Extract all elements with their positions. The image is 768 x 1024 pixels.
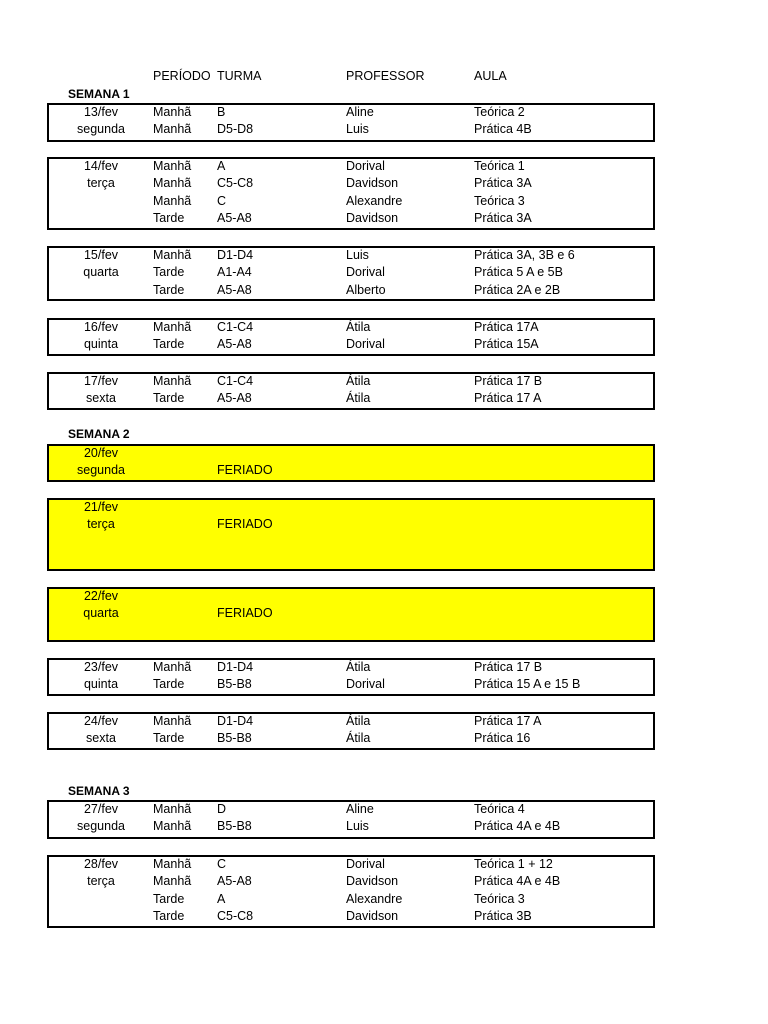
header-aula: AULA xyxy=(474,69,507,83)
weekday-label: quarta xyxy=(83,606,119,621)
day-block xyxy=(47,372,655,410)
schedule-row xyxy=(49,818,653,835)
turma-cell: B5-B8 xyxy=(217,819,252,834)
turma-cell: D xyxy=(217,802,227,816)
schedule-row xyxy=(49,499,653,516)
schedule-row xyxy=(49,605,653,622)
day-block xyxy=(47,658,655,696)
periodo-cell: Manhã xyxy=(153,248,192,262)
professor-cell: Luis xyxy=(346,819,369,834)
professor-cell: Dorival xyxy=(346,677,385,692)
aula-cell: Prática 17 A xyxy=(474,391,542,406)
periodo-cell: Tarde xyxy=(153,391,185,406)
schedule-row xyxy=(49,390,653,407)
date-label: 24/fev xyxy=(83,714,119,728)
turma-cell: A xyxy=(217,159,226,173)
aula-cell: Prática 3A, 3B e 6 xyxy=(474,248,575,262)
turma-cell: C5-C8 xyxy=(217,176,254,191)
aula-cell: Prática 4A e 4B xyxy=(474,819,561,834)
periodo-cell: Manhã xyxy=(153,122,192,137)
date-label: 15/fev xyxy=(83,248,119,262)
weekday-label: segunda xyxy=(77,463,125,478)
turma-cell: D1-D4 xyxy=(217,248,254,262)
holiday-label: FERIADO xyxy=(217,517,273,532)
professor-cell: Átila xyxy=(346,374,371,388)
schedule-row xyxy=(49,856,653,873)
aula-cell: Prática 4A e 4B xyxy=(474,874,561,889)
schedule-row xyxy=(49,158,653,175)
schedule-row xyxy=(49,193,653,210)
professor-cell: Átila xyxy=(346,714,371,728)
schedule-row xyxy=(49,121,653,138)
schedule-row xyxy=(49,264,653,281)
weekday-label: terça xyxy=(87,874,115,889)
holiday-block xyxy=(47,498,655,571)
weekday-label: terça xyxy=(87,176,115,191)
schedule-row xyxy=(49,373,653,390)
aula-cell: Teórica 2 xyxy=(474,105,525,119)
periodo-cell: Manhã xyxy=(153,105,192,119)
turma-cell: A5-A8 xyxy=(217,391,252,406)
date-label: 20/fev xyxy=(83,446,119,460)
schedule-row xyxy=(49,175,653,192)
week-label-1: SEMANA 1 xyxy=(68,87,130,101)
aula-cell: Prática 17 B xyxy=(474,374,543,388)
aula-cell: Prática 4B xyxy=(474,122,532,137)
aula-cell: Prática 17 A xyxy=(474,714,542,728)
periodo-cell: Manhã xyxy=(153,874,192,889)
turma-cell: B5-B8 xyxy=(217,677,252,692)
date-label: 28/fev xyxy=(83,857,119,871)
weekday-label: quinta xyxy=(83,677,119,692)
day-block xyxy=(47,855,655,928)
day-block xyxy=(47,800,655,839)
periodo-cell: Manhã xyxy=(153,159,192,173)
turma-cell: C xyxy=(217,857,227,871)
turma-cell: A5-A8 xyxy=(217,282,252,297)
turma-cell: B xyxy=(217,105,226,119)
schedule-row xyxy=(49,659,653,676)
date-label: 27/fev xyxy=(83,802,119,816)
weekday-label: segunda xyxy=(77,122,125,137)
professor-cell: Átila xyxy=(346,731,371,746)
day-block xyxy=(47,103,655,142)
turma-cell: D5-D8 xyxy=(217,122,254,137)
header-periodo: PERÍODO xyxy=(153,69,211,83)
professor-cell: Dorival xyxy=(346,265,385,280)
date-label: 21/fev xyxy=(83,500,119,514)
professor-cell: Davidson xyxy=(346,874,399,889)
turma-cell: C1-C4 xyxy=(217,374,254,388)
aula-cell: Prática 17 B xyxy=(474,660,543,674)
professor-cell: Alberto xyxy=(346,282,386,297)
professor-cell: Davidson xyxy=(346,176,399,191)
schedule-row xyxy=(49,801,653,818)
aula-cell: Prática 15 A e 15 B xyxy=(474,677,581,692)
holiday-label: FERIADO xyxy=(217,463,273,478)
aula-cell: Prática 17A xyxy=(474,320,539,334)
periodo-cell: Tarde xyxy=(153,891,185,906)
periodo-cell: Manhã xyxy=(153,193,192,208)
schedule-row xyxy=(49,588,653,605)
schedule-row xyxy=(49,336,653,353)
periodo-cell: Tarde xyxy=(153,211,185,226)
schedule-row xyxy=(49,210,653,227)
periodo-cell: Tarde xyxy=(153,909,185,924)
date-label: 23/fev xyxy=(83,660,119,674)
periodo-cell: Tarde xyxy=(153,282,185,297)
schedule-row xyxy=(49,319,653,336)
turma-cell: A5-A8 xyxy=(217,211,252,226)
day-block xyxy=(47,246,655,301)
day-block xyxy=(47,157,655,230)
schedule-row xyxy=(49,908,653,925)
turma-cell: C xyxy=(217,193,227,208)
aula-cell: Teórica 3 xyxy=(474,193,525,208)
date-label: 13/fev xyxy=(83,105,119,119)
periodo-cell: Manhã xyxy=(153,660,192,674)
professor-cell: Alexandre xyxy=(346,193,403,208)
turma-cell: A1-A4 xyxy=(217,265,252,280)
professor-cell: Luis xyxy=(346,122,369,137)
periodo-cell: Tarde xyxy=(153,265,185,280)
schedule-row xyxy=(49,462,653,479)
turma-cell: A5-A8 xyxy=(217,874,252,889)
aula-cell: Prática 3A xyxy=(474,176,532,191)
header-turma: TURMA xyxy=(217,69,262,83)
professor-cell: Alexandre xyxy=(346,891,403,906)
date-label: 14/fev xyxy=(83,159,119,173)
aula-cell: Prática 5 A e 5B xyxy=(474,265,563,280)
turma-cell: C5-C8 xyxy=(217,909,254,924)
aula-cell: Teórica 4 xyxy=(474,802,525,816)
professor-cell: Dorival xyxy=(346,857,385,871)
schedule-row xyxy=(49,282,653,299)
schedule-row xyxy=(49,873,653,890)
schedule-row xyxy=(49,516,653,533)
periodo-cell: Manhã xyxy=(153,374,192,388)
professor-cell: Átila xyxy=(346,391,371,406)
periodo-cell: Manhã xyxy=(153,802,192,816)
week-label-2: SEMANA 2 xyxy=(68,427,130,441)
aula-cell: Prática 16 xyxy=(474,731,531,746)
aula-cell: Prática 3B xyxy=(474,909,532,924)
weekday-label: quinta xyxy=(83,337,119,352)
professor-cell: Dorival xyxy=(346,159,385,173)
turma-cell: C1-C4 xyxy=(217,320,254,334)
periodo-cell: Manhã xyxy=(153,320,192,334)
professor-cell: Dorival xyxy=(346,337,385,352)
periodo-cell: Tarde xyxy=(153,731,185,746)
schedule-row xyxy=(49,891,653,908)
professor-cell: Átila xyxy=(346,660,371,674)
date-label: 16/fev xyxy=(83,320,119,334)
weekday-label: sexta xyxy=(86,391,116,406)
periodo-cell: Manhã xyxy=(153,176,192,191)
professor-cell: Luis xyxy=(346,248,369,262)
aula-cell: Prática 3A xyxy=(474,211,532,226)
weekday-label: sexta xyxy=(86,731,116,746)
schedule-row xyxy=(49,247,653,264)
schedule-row xyxy=(49,676,653,693)
turma-cell: A5-A8 xyxy=(217,337,252,352)
professor-cell: Aline xyxy=(346,802,374,816)
schedule-row xyxy=(49,104,653,121)
periodo-cell: Tarde xyxy=(153,677,185,692)
aula-cell: Teórica 1 + 12 xyxy=(474,857,553,871)
aula-cell: Teórica 3 xyxy=(474,891,525,906)
turma-cell: A xyxy=(217,891,226,906)
periodo-cell: Manhã xyxy=(153,714,192,728)
professor-cell: Átila xyxy=(346,320,371,334)
holiday-block xyxy=(47,587,655,642)
date-label: 17/fev xyxy=(83,374,119,388)
weekday-label: quarta xyxy=(83,265,119,280)
day-block xyxy=(47,712,655,750)
aula-cell: Prática 15A xyxy=(474,337,539,352)
schedule-row xyxy=(49,713,653,730)
aula-cell: Teórica 1 xyxy=(474,159,525,173)
week-label-3: SEMANA 3 xyxy=(68,784,130,798)
turma-cell: D1-D4 xyxy=(217,660,254,674)
date-label: 22/fev xyxy=(83,589,119,603)
holiday-block xyxy=(47,444,655,482)
periodo-cell: Tarde xyxy=(153,337,185,352)
schedule-row xyxy=(49,730,653,747)
aula-cell: Prática 2A e 2B xyxy=(474,282,561,297)
weekday-label: terça xyxy=(87,517,115,532)
schedule-row xyxy=(49,445,653,462)
holiday-label: FERIADO xyxy=(217,606,273,621)
professor-cell: Davidson xyxy=(346,909,399,924)
turma-cell: D1-D4 xyxy=(217,714,254,728)
professor-cell: Davidson xyxy=(346,211,399,226)
professor-cell: Aline xyxy=(346,105,374,119)
periodo-cell: Manhã xyxy=(153,819,192,834)
day-block xyxy=(47,318,655,356)
turma-cell: B5-B8 xyxy=(217,731,252,746)
periodo-cell: Manhã xyxy=(153,857,192,871)
weekday-label: segunda xyxy=(77,819,125,834)
header-professor: PROFESSOR xyxy=(346,69,425,83)
